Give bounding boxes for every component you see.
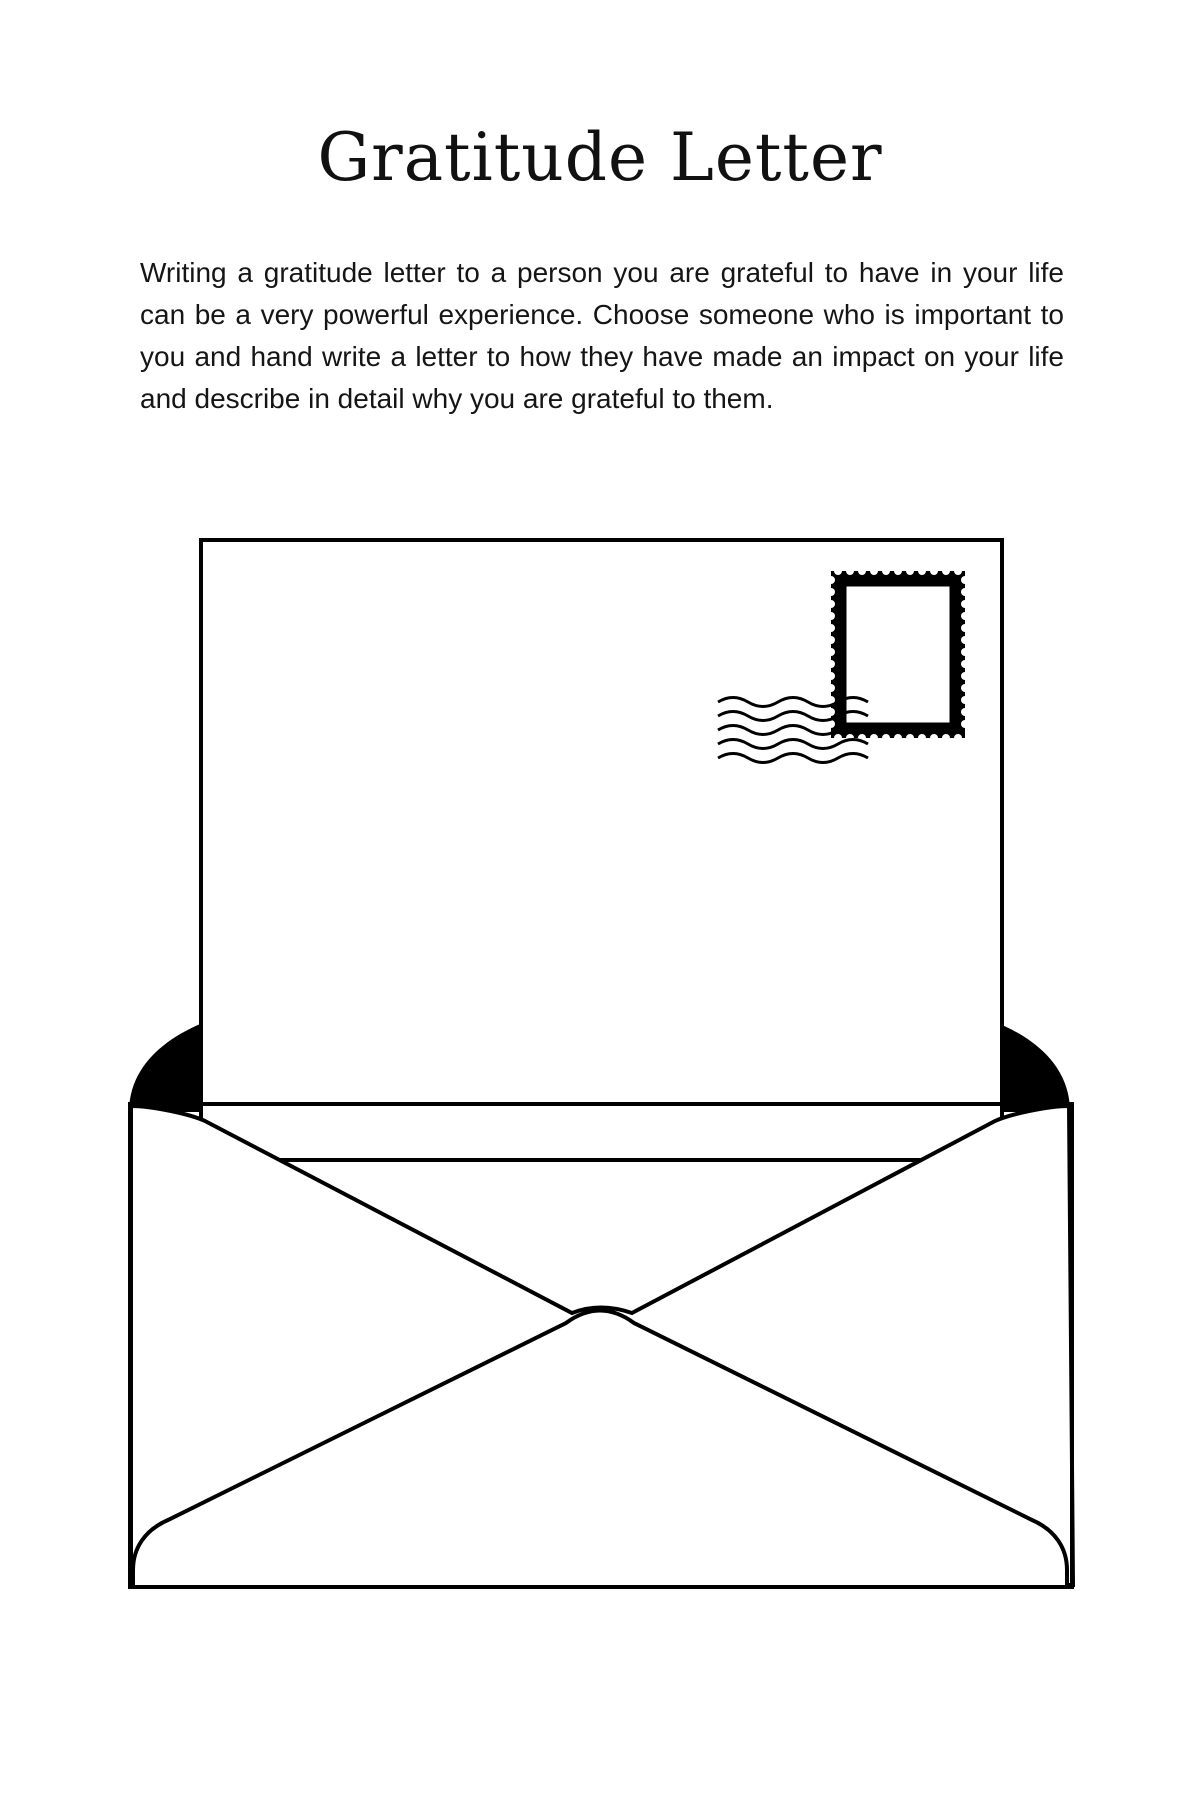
intro-paragraph: Writing a gratitude letter to a person you are grateful to have in your life can be a very powerful experience. Choose someone who is important to you and hand write a letter to how they have made an impact on your life and describe in detail why you are grateful to them. [140,257,1064,414]
postage-stamp [827,567,969,742]
page-title: Gratitude Letter [317,119,883,196]
envelope-inner-right-shadow [995,1022,1070,1112]
envelope-inner-left-shadow [129,1022,205,1112]
